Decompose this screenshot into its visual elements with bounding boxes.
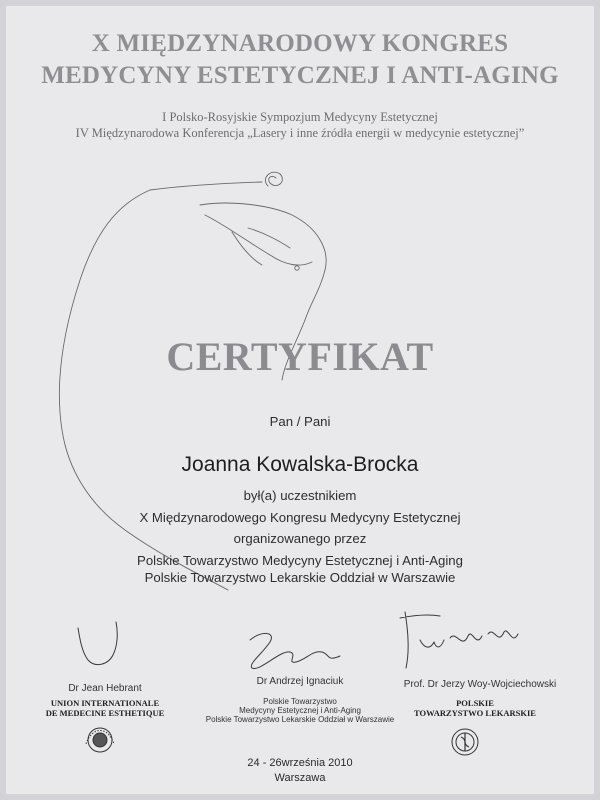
organizer-1: Polskie Towarzystwo Medycyny Estetycznej i Anti-Aging [137, 553, 463, 568]
org-ptmea-line2: Medycyny Estetycznej i Anti-Aging [239, 706, 361, 715]
org-ptl-warsaw-line: Polskie Towarzystwo Lekarskie Oddział w Warszawie [205, 715, 395, 724]
signatory-name-hebrant: Dr Jean Hebrant [68, 683, 142, 694]
salutation: Pan / Pani [269, 414, 331, 429]
event-city: Warszawa [274, 772, 326, 784]
event-dates: 24 - 26września 2010 [247, 757, 353, 769]
org-ptmea-line1: Polskie Towarzystwo [263, 697, 337, 706]
congress-title-line2: MEDYCYNY ESTETYCZNEJ I ANTI-AGING [41, 62, 559, 89]
org-ptl-line1: POLSKIE [456, 698, 494, 708]
organizer-2: Polskie Towarzystwo Lekarskie Oddział w Warszawie [144, 570, 456, 585]
ptl-logo [452, 729, 478, 755]
org-uime-line2: DE MEDECINE ESTHETIQUE [45, 708, 165, 718]
signatory-name-ignaciuk: Dr Andrzej Ignaciuk [256, 676, 344, 687]
participation-line: był(a) uczestnikiem [243, 488, 357, 503]
symposium-subtitle: I Polsko-Rosyjskie Sympozjum Medycyny Estetycznej [162, 110, 438, 124]
conference-subtitle: IV Międzynarodowa Konferencja „Lasery i inne źródła energii w medycynie estetycznej” [75, 126, 525, 140]
certificate-heading: CERTYFIKAT [166, 334, 434, 379]
uime-logo [86, 728, 114, 752]
recipient-name: Joanna Kowalska-Brocka [181, 453, 419, 476]
org-uime-line1: UNION INTERNATIONALE [50, 698, 160, 708]
organized-by-line: organizowanego przez [233, 531, 367, 546]
congress-title-line1: X MIĘDZYNARODOWY KONGRES [91, 30, 509, 57]
congress-name-line: X Międzynarodowego Kongresu Medycyny Estetycznej [139, 510, 461, 525]
org-ptl-line2: TOWARZYSTWO LEKARSKIE [414, 708, 536, 718]
signatory-name-woy-wojciechowski: Prof. Dr Jerzy Woy-Wojciechowski [403, 679, 557, 690]
